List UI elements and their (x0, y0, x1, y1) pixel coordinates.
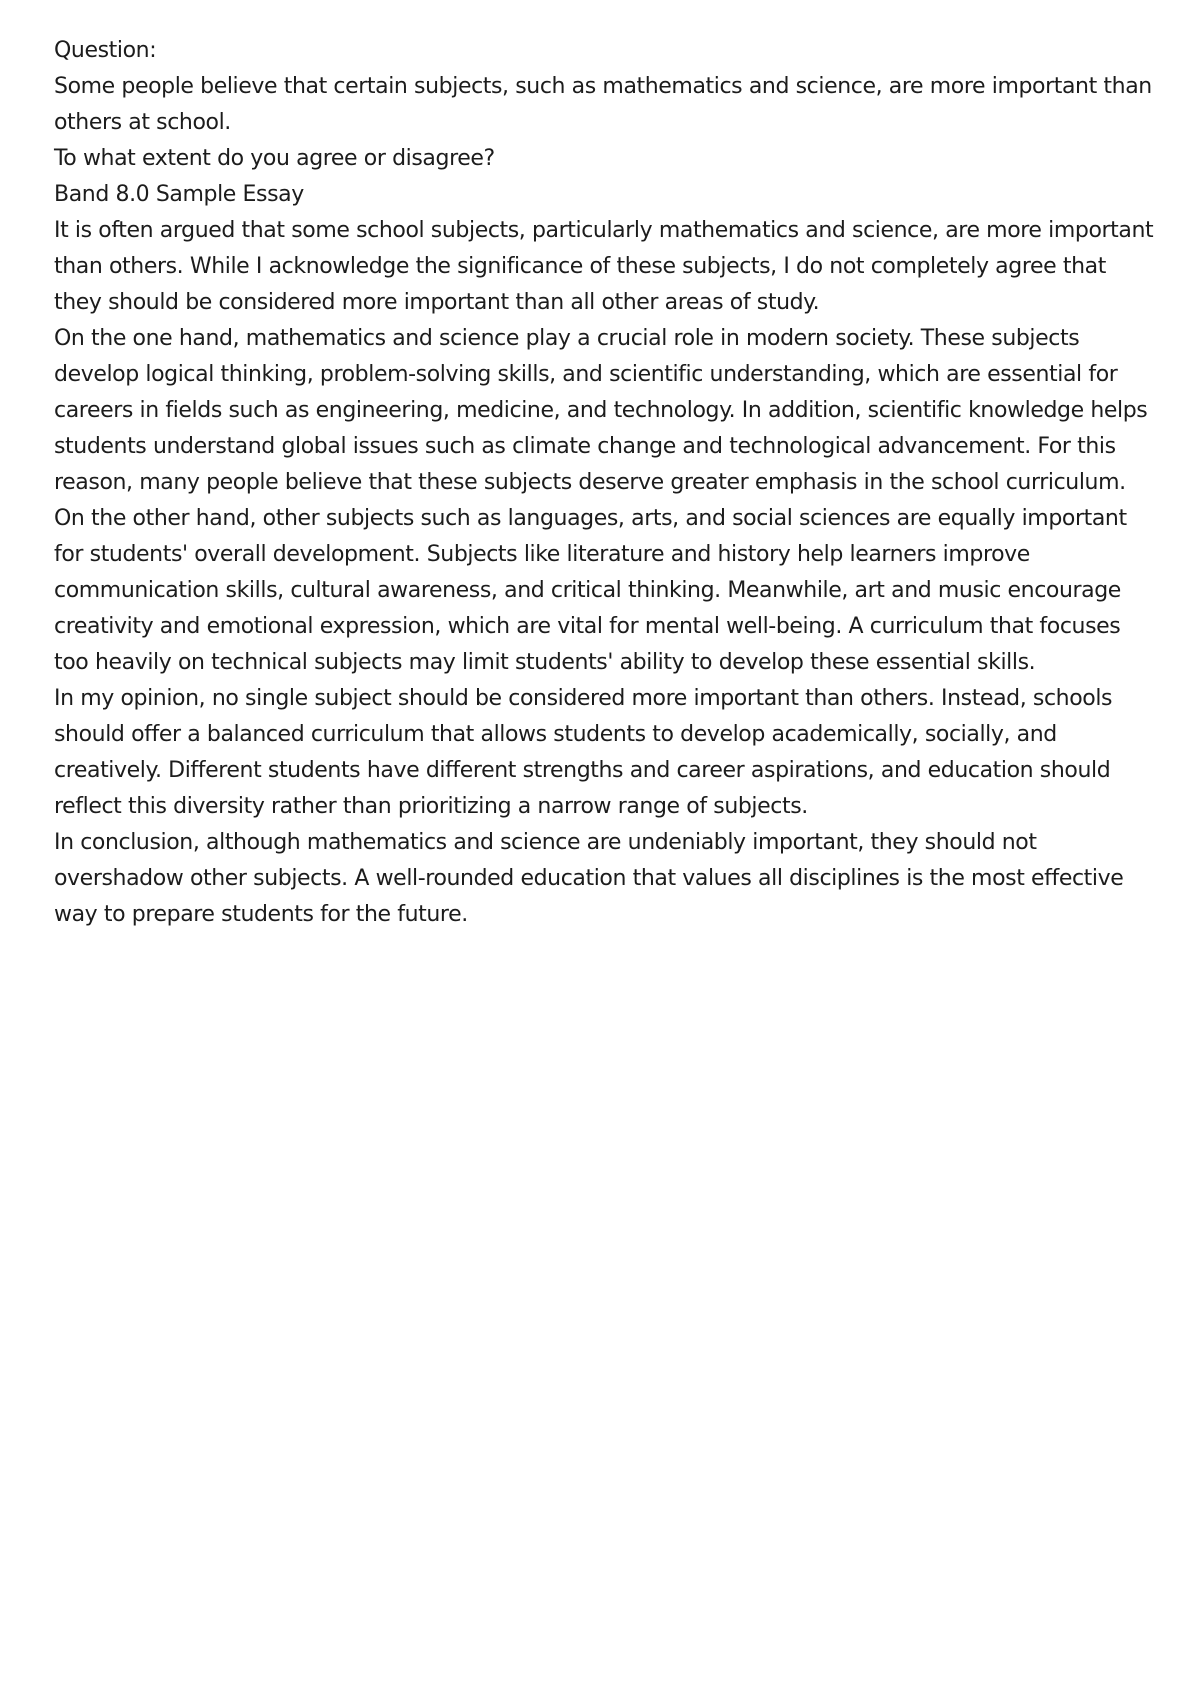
question-text: Some people believe that certain subjects, such as mathematics and science, are more important than others at school. (54, 74, 1152, 135)
body-paragraph-1: On the one hand, mathematics and science play a crucial role in modern society. These subjects develop logical thinking, problem-solving skills, and scientific understanding, which are essential for careers in fields such as engineering, medicine, and technology. In addition, scientific knowledge helps students understand global issues such as climate change and technological advancement. For this reason, many people believe that these subjects deserve greater emphasis in the school curriculum. (54, 326, 1148, 495)
essay-title: Band 8.0 Sample Essay (54, 182, 304, 207)
conclusion-paragraph: In conclusion, although mathematics and science are undeniably important, they should not overshadow other subjects. A well-rounded education that values all disciplines is the most effective way to prepare students for the future. (54, 830, 1124, 927)
question-label: Question: (54, 38, 157, 63)
question-prompt: To what extent do you agree or disagree? (54, 146, 495, 171)
introduction-paragraph: It is often argued that some school subjects, particularly mathematics and science, are more important than others. While I acknowledge the significance of these subjects, I do not completely agree that they should be considered more important than all other areas of study. (54, 218, 1154, 315)
body-paragraph-2: On the other hand, other subjects such as languages, arts, and social sciences are equally important for students' overall development. Subjects like literature and history help learners improve communication skills, cultural awareness, and critical thinking. Meanwhile, art and music encourage creativity and emotional expression, which are vital for mental well-being. A curriculum that focuses too heavily on technical subjects may limit students' ability to develop these essential skills. (54, 506, 1127, 675)
opinion-paragraph: In my opinion, no single subject should be considered more important than others. Instead, schools should offer a balanced curriculum that allows students to develop academically, socially, and creatively. Different students have different strengths and career aspirations, and education should reflect this diversity rather than prioritizing a narrow range of subjects. (54, 686, 1113, 819)
essay-content (54, 33, 1154, 933)
